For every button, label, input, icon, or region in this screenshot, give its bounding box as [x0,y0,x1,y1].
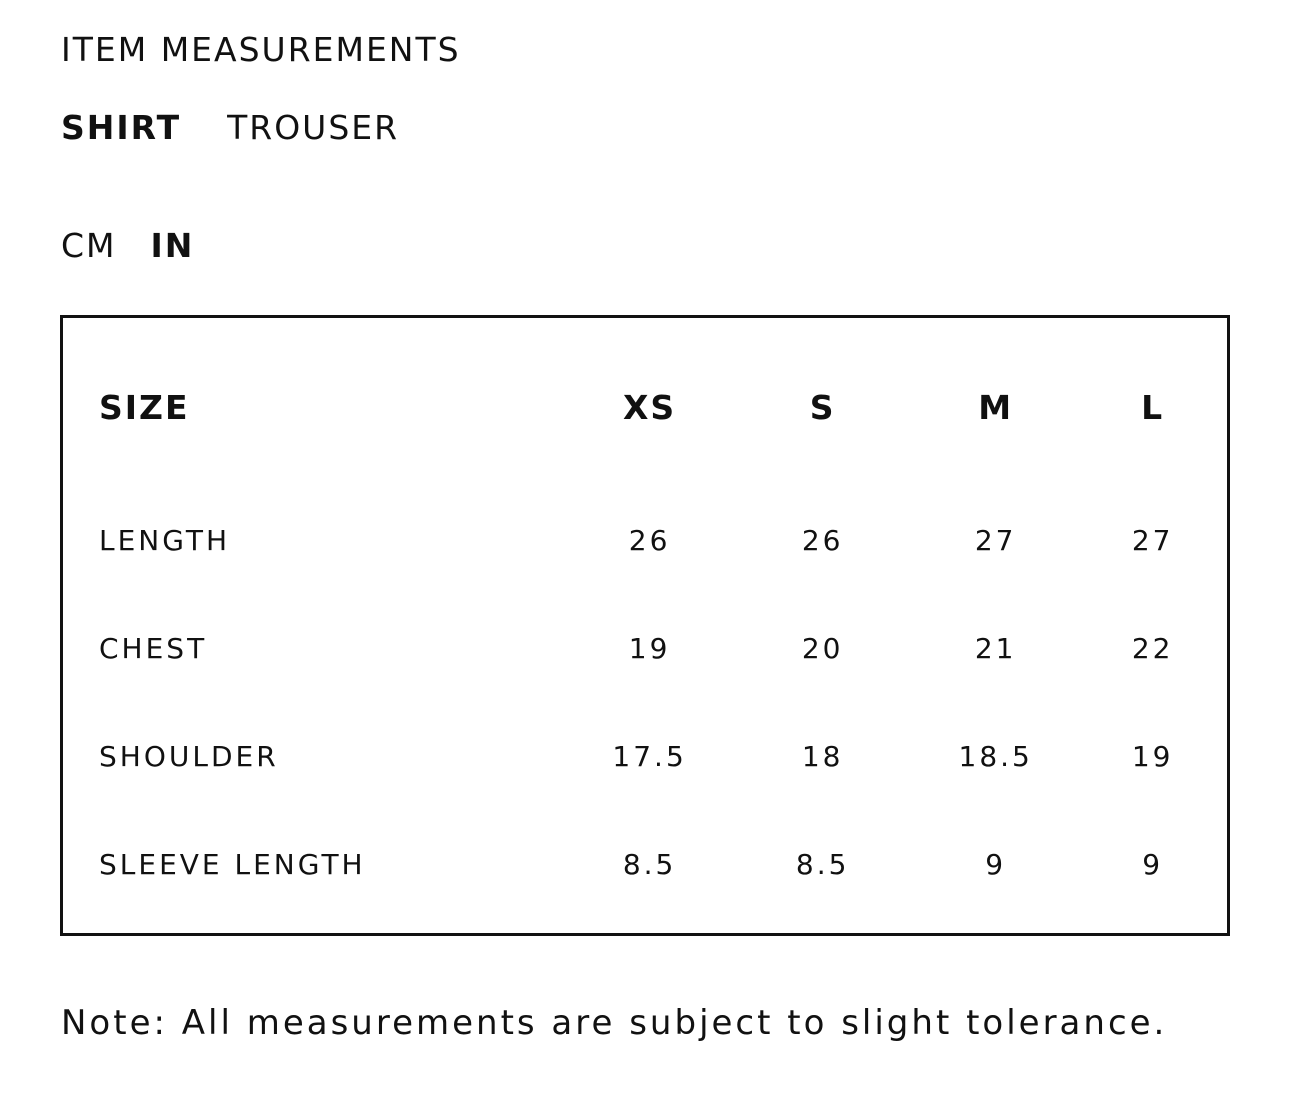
cell-value: 8.5 [795,847,850,881]
cell-value: 19 [1131,739,1174,773]
cell-value: 20 [801,631,844,665]
cell-value: 27 [1131,523,1174,557]
table-row-sleeve-length [99,810,1209,918]
tolerance-note: Note: All measurements are subject to slight tolerance. [61,1003,1168,1043]
cell-value: 26 [801,523,844,557]
table-header-row [99,358,1209,486]
cell-value: 9 [1142,847,1164,881]
cell-value: 26 [628,523,671,557]
cell-value: 21 [974,631,1017,665]
cell-value: 18 [801,739,844,773]
measurement-table [99,358,1209,918]
cell-value: 18.5 [958,739,1033,773]
garment-tabs [61,108,399,147]
table-row-length [99,486,1209,594]
row-label: SLEEVE LENGTH [99,847,366,881]
tab-shirt[interactable]: SHIRT [61,108,182,147]
size-header: SIZE [99,388,190,427]
cell-value: 9 [985,847,1007,881]
cell-value: 8.5 [622,847,677,881]
cell-value: 17.5 [612,739,687,773]
cell-value: 22 [1131,631,1174,665]
measurement-table-container [60,315,1230,936]
unit-cm-option[interactable]: CM [61,226,117,265]
unit-in-option[interactable]: IN [150,226,195,265]
cell-value: 19 [628,631,671,665]
tab-trouser[interactable]: TROUSER [227,108,400,147]
page-title: ITEM MEASUREMENTS [61,30,461,69]
table-row-shoulder [99,702,1209,810]
unit-toggle [61,226,194,265]
table-row-chest [99,594,1209,702]
size-s-header: S [809,388,836,427]
row-label: CHEST [99,631,208,665]
size-l-header: L [1141,388,1165,427]
row-label: LENGTH [99,523,231,557]
cell-value: 27 [974,523,1017,557]
size-xs-header: XS [622,388,677,427]
row-label: SHOULDER [99,739,279,773]
size-m-header: M [978,388,1014,427]
